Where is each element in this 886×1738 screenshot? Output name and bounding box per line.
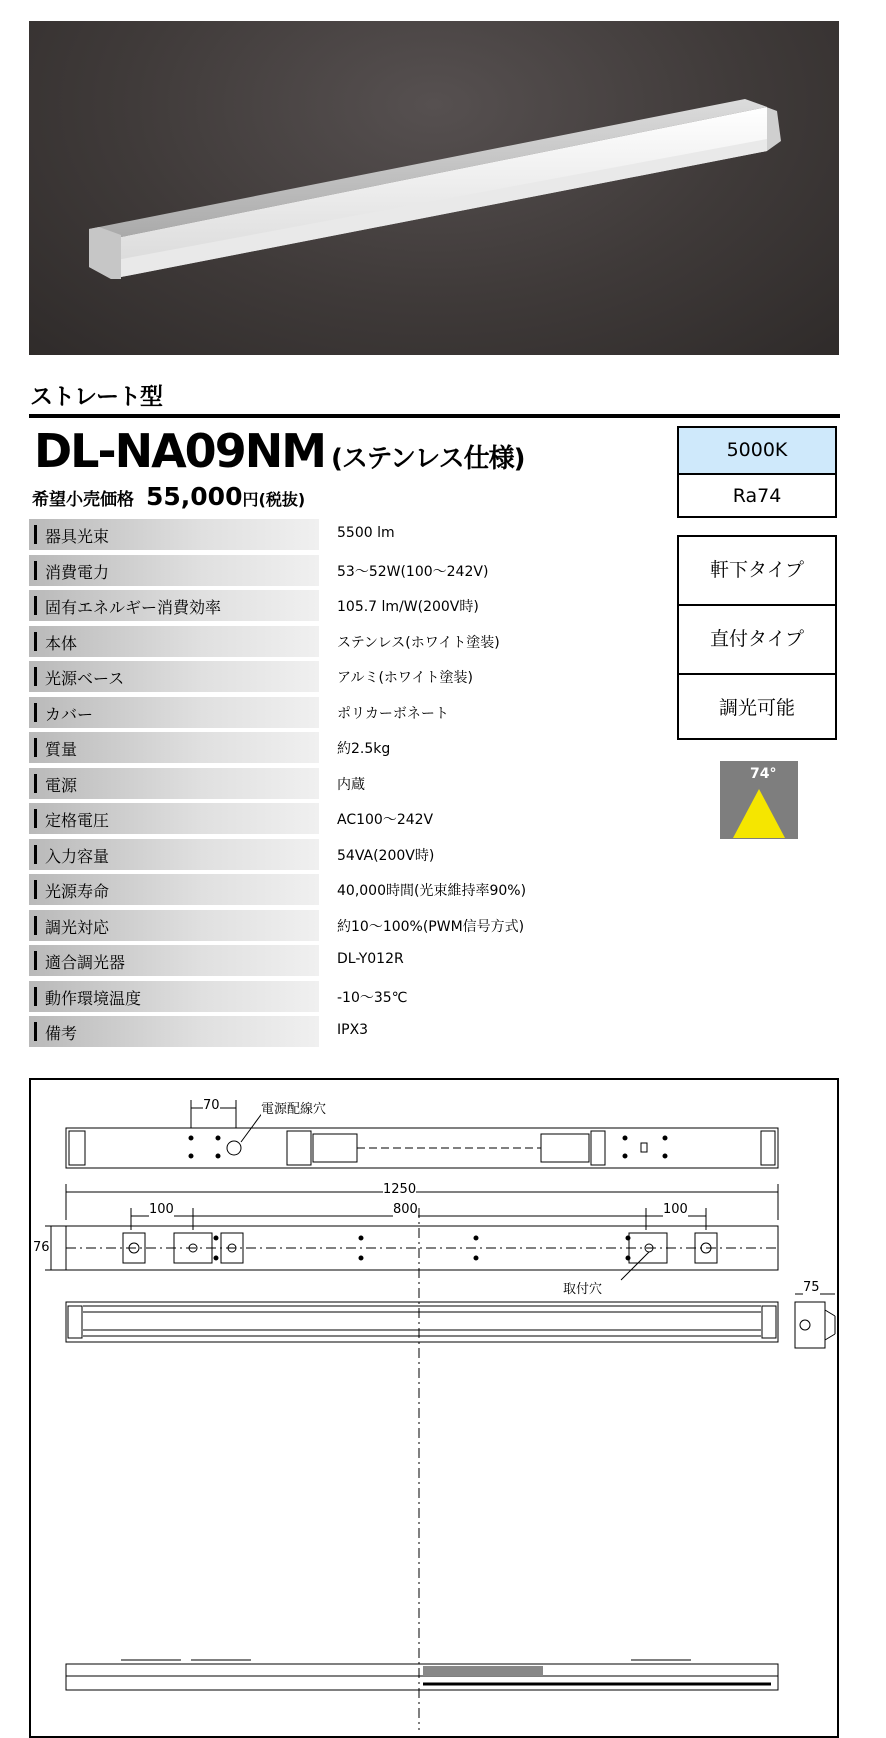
feature-direct-mount: 直付タイプ (679, 606, 835, 675)
spec-label: 質量 (45, 740, 78, 759)
color-rendering-index: Ra74 (732, 485, 782, 507)
spec-row (29, 519, 649, 550)
spec-row (29, 839, 649, 870)
spec-row (29, 697, 649, 728)
color-temperature: 5000K (679, 428, 835, 475)
spec-label: 本体 (45, 633, 78, 653)
price-unit: 円 (242, 490, 259, 509)
spec-label: 備考 (45, 1024, 78, 1043)
model-heading (34, 424, 525, 478)
spec-value: 53～52W(100～242V) (337, 563, 489, 580)
spec-label: 光源ベース (45, 669, 125, 688)
spec-row (29, 732, 649, 763)
dim-1250: 1250 (383, 1182, 417, 1197)
beam-angle-value: 74° (750, 766, 777, 782)
spec-row (29, 981, 649, 1012)
spec-value: 内蔵 (337, 776, 365, 793)
dimension-drawing (29, 1078, 839, 1738)
spec-label: 消費電力 (45, 562, 110, 582)
spec-label: 入力容量 (45, 846, 110, 866)
dim-100-right: 100 (663, 1202, 688, 1217)
spec-label: 電源 (45, 775, 78, 795)
spec-value: 約10～100%(PWM信号方式) (337, 918, 525, 935)
spec-value: 54VA(200V時) (337, 847, 435, 864)
spec-label: 固有エネルギー消費効率 (45, 598, 222, 617)
spec-row (29, 910, 649, 941)
spec-value: アルミ(ホワイト塗装) (337, 670, 473, 686)
feature-under-eaves: 軒下タイプ (679, 537, 835, 606)
spec-value: 5500 lm (337, 525, 395, 541)
led-fixture-image (29, 21, 839, 355)
spec-value: -10～35℃ (337, 989, 408, 1006)
spec-value: 40,000時間(光束維持率90%) (337, 883, 527, 899)
title-divider (29, 414, 840, 418)
spec-row (29, 661, 649, 692)
spec-value: AC100～242V (337, 812, 434, 828)
model-spec: (ステンレス仕様) (330, 444, 525, 474)
spec-value: DL-Y012R (337, 951, 404, 967)
spec-row (29, 626, 649, 657)
dim-75: 75 (803, 1280, 820, 1295)
feature-box (677, 535, 837, 740)
spec-row (29, 1016, 649, 1047)
spec-row (29, 945, 649, 976)
dim-76: 76 (33, 1240, 50, 1255)
spec-value: ステンレス(ホワイト塗装) (337, 634, 500, 651)
mount-hole-label: 取付穴 (563, 1278, 602, 1297)
spec-label: 動作環境温度 (45, 988, 142, 1008)
spec-value: 約2.5kg (337, 741, 391, 757)
model-name: DL-NA09NM (34, 424, 325, 478)
price-tax: (税抜) (258, 490, 306, 509)
spec-row (29, 555, 649, 586)
spec-label: 調光対応 (45, 917, 110, 937)
spec-label: 器具光束 (45, 527, 110, 546)
beam-angle-badge (720, 761, 798, 839)
price-value: 55,000 (146, 482, 243, 511)
spec-label: カバー (45, 704, 94, 724)
product-type-label: ストレート型 (30, 384, 162, 410)
dim-800: 800 (393, 1202, 418, 1217)
spec-value: ポリカーボネート (337, 705, 449, 722)
spec-row (29, 803, 649, 834)
spec-row (29, 590, 649, 621)
dim-100-left: 100 (149, 1202, 174, 1217)
product-photo (29, 21, 839, 355)
spec-row (29, 768, 649, 799)
spec-label: 光源寿命 (45, 882, 110, 901)
feature-dimmable: 調光可能 (718, 697, 795, 719)
spec-label: 定格電圧 (45, 811, 110, 830)
spec-value: IPX3 (337, 1022, 369, 1038)
price-line (32, 482, 305, 511)
spec-row (29, 874, 649, 905)
power-hole-label: 電源配線穴 (261, 1098, 326, 1117)
dimension-drawing-lines (31, 1080, 839, 1738)
dim-70: 70 (203, 1098, 220, 1113)
spec-label: 適合調光器 (45, 953, 126, 972)
spec-value: 105.7 lm/W(200V時) (337, 599, 479, 615)
price-label: 希望小売価格 (32, 490, 134, 510)
color-spec-box (677, 426, 837, 518)
